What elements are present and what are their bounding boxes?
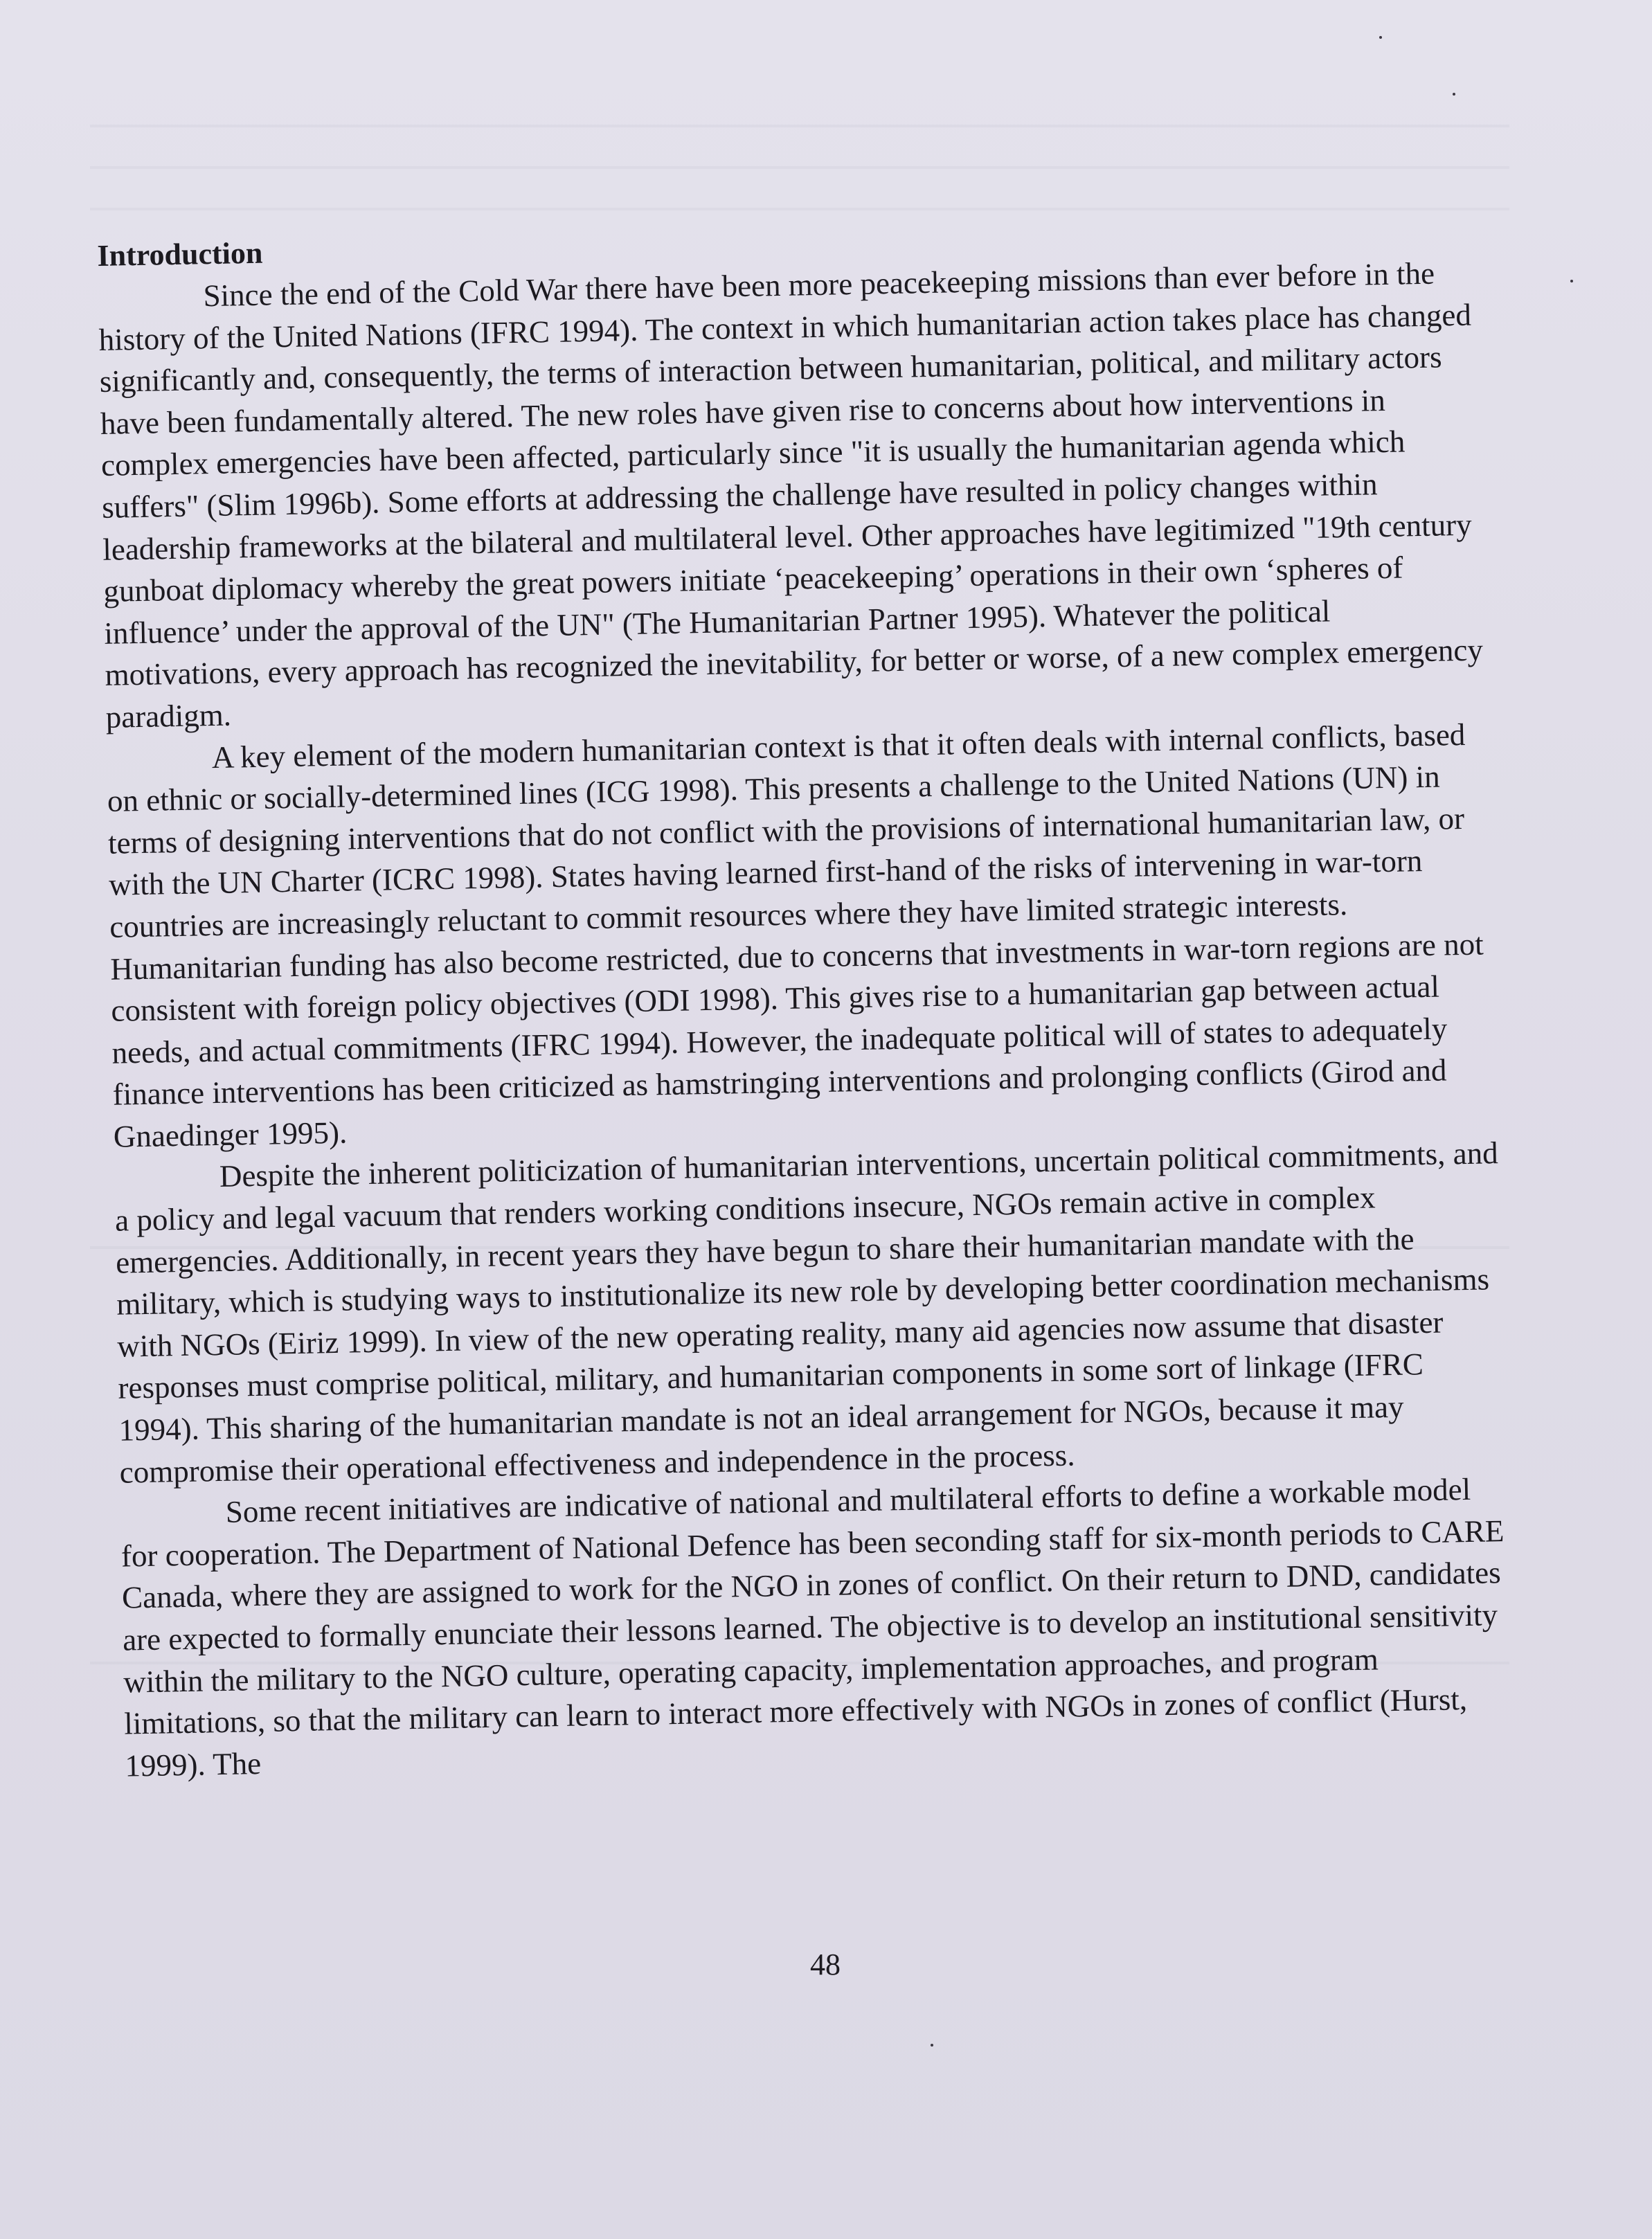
speck bbox=[931, 2044, 933, 2047]
section-heading: Introduction bbox=[97, 235, 263, 273]
paragraph: Despite the inherent politicization of humanitarian interventions, uncertain political commitments, and a policy and legal vacuum that renders working conditions insecure, NGOs remain active in complex emergencies. Additionally, in recent years they have begun to share their humanitarian mandate with the military, which is studying ways to institutionalize its new role by developing better coordination mechanisms with NGOs (Eiriz 1999). In view of the new operating reality, many aid agencies now assume that disaster responses must comprise political, military, and humanitarian components in some sort of linkage (IFRC 1994). This sharing of the humanitarian mandate is not an ideal arrangement for NGOs, because it may compromise their operational effectiveness and independence in the process. bbox=[114, 1135, 1499, 1490]
speck bbox=[1453, 93, 1455, 96]
speck bbox=[1379, 36, 1382, 39]
paragraph: Since the end of the Cold War there have been more peacekeeping missions than ever before in the history of the United Nations (IFRC 1994). The context in which humanitarian action takes place has changed significantly and, consequently, the terms of interaction between humanitarian, political, and military actors have been fundamentally altered. The new roles have given rise to concerns about how interventions in complex emergencies have been affected, particularly since "it is usually the humanitarian agenda which suffers" (Slim 1996b). Some efforts at addressing the challenge have resulted in policy changes within leadership frameworks at the bilateral and multilateral level. Other approaches have legitimized "19th century gunboat diplomacy whereby the great powers initiate ‘peacekeeping’ operations in their own ‘spheres of influence’ under the approval of the UN" (The Humanitarian Partner 1995). Whatever the political motivations, every approach has recognized the inevitability, for better or worse, of a new complex emergency paradigm. bbox=[98, 255, 1484, 735]
bleed-through-line bbox=[90, 166, 1509, 169]
body-text bbox=[97, 210, 1510, 1787]
paragraph: A key element of the modern humanitarian context is that it often deals with internal conflicts, based on ethnic or socially-determined lines (ICG 1998). This presents a challenge to the United Nations (UN) in terms of designing interventions that do not conflict with the provisions of international humanitarian law, or with the UN Charter (ICRC 1998). States having learned first-hand of the risks of intervening in war-torn countries are increasingly reluctant to commit resources where they have limited strategic interests. Humanitarian funding has also become restricted, due to concerns that investments in war-torn regions are not consistent with foreign policy objectives (ODI 1998). This gives rise to a humanitarian gap between actual needs, and actual commitments (IFRC 1994). However, the inadequate political will of states to adequately finance interventions has been criticized as hamstringing interventions and prolonging conflicts (Girod and Gnaedinger 1995). bbox=[107, 717, 1484, 1154]
bleed-through-line bbox=[90, 208, 1509, 210]
bleed-through-line bbox=[90, 125, 1509, 127]
paragraph: Some recent initiatives are indicative of national and multilateral efforts to define a workable model for cooperation. The Department of National Defence has been seconding staff for six-month periods to CARE Canada, where they are assigned to work for the NGO in zones of conflict. On their return to DND, candidates are expected to formally enunciate their lessons learned. The objective is to develop an institutional sensitivity within the military to the NGO culture, operating capacity, implementation approaches, and program limitations, so that the military can learn to interact more effectively with NGOs in zones of conflict (Hurst, 1999). The bbox=[120, 1472, 1505, 1783]
page-number: 48 bbox=[810, 1948, 841, 1981]
speck bbox=[1570, 280, 1573, 282]
